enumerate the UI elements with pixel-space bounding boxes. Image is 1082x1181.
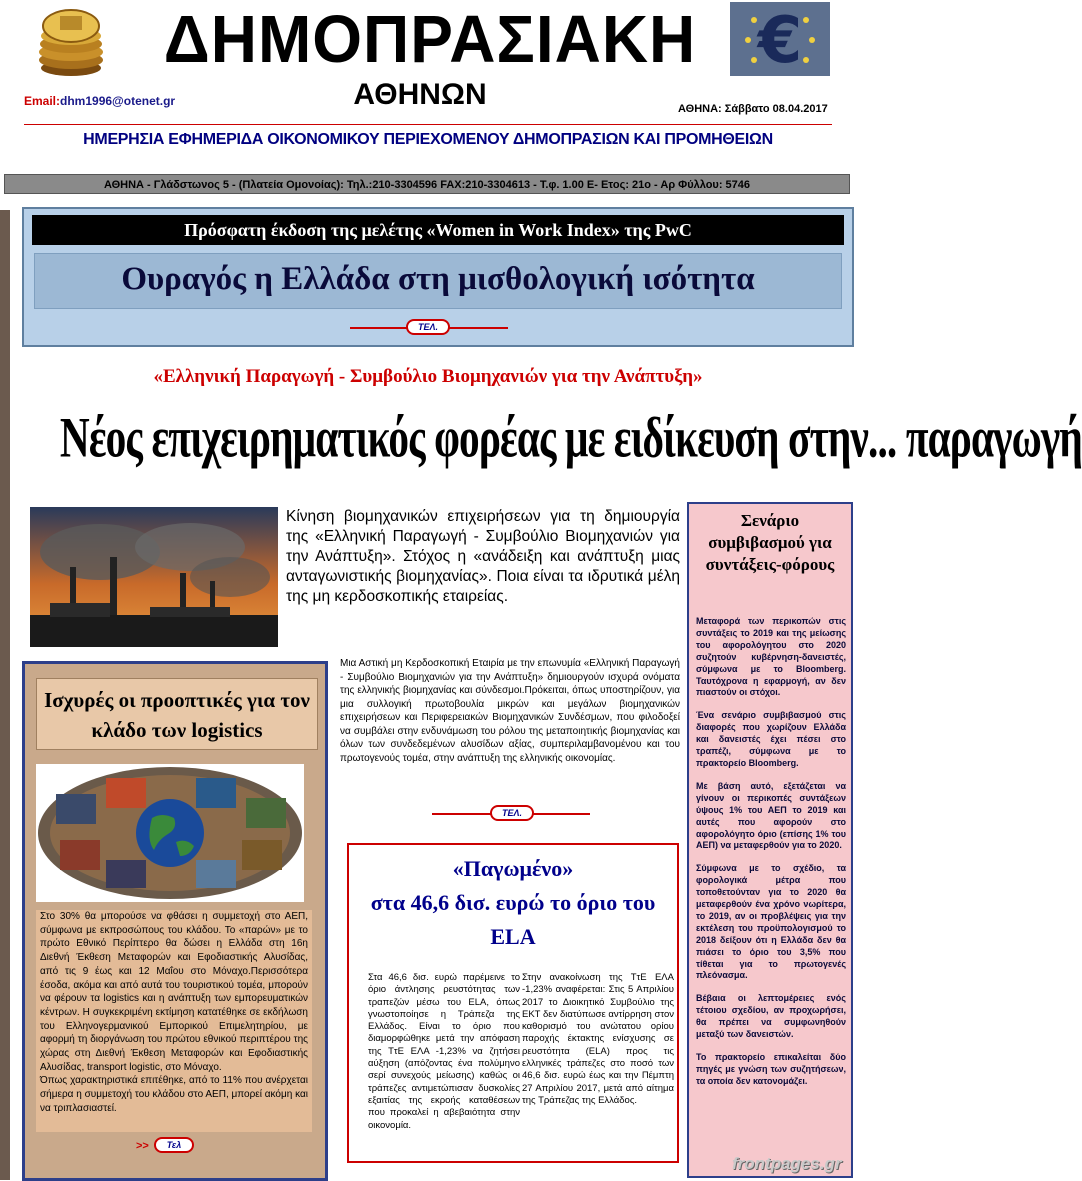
main-story-kicker: «Ελληνική Παραγωγή - Συμβούλιο Βιομηχανιών για την Ανάπτυξη» [153,366,703,387]
logistics-arrow: >> [136,1140,149,1152]
sidebar-paragraph: Το πρακτορείο επικαλείται δύο πηγές με γνώση των συζητήσεων, τα οποία δεν κατονομάζει. [696,1052,846,1086]
masthead-city: ΑΘΗΝΩΝ [353,78,487,111]
email[interactable] [24,94,175,108]
logistics-body [36,910,312,1132]
sidebar-paragraph: Μεταφορά των περικοπών στις συντάξεις το 2019 και της μείωσης του αφορολόγητου στο 2020 συζητούν κυβέρνηση-δανειστές, σύμφωνα με το Bloomberg. Ταυτόχρονα η εφαρμογή, αν δεν πιαστούν οι στόχοι. [696,616,846,698]
left-border [0,210,10,1180]
sidebar-paragraph: Σύμφωνα με το σχέδιο, τα φορολογικά μέτρα που τοποθετούνταν για το 2020 θα μεταφερθούν ένα χρόνο νωρίτερα, το 2019, αν οι προβλέψεις για την εκτέλεση του προϋπολογισμού το 2018 δείξουν ότι η Ελλάδα δεν θα πιάσει το όριο του 3,5% που τίθεται για το πρωτογενές πλεόνασμα. [696,863,846,981]
main-story-end-marker: ΤΕΛ. [490,805,534,821]
top-story-kicker: Πρόσφατη έκδοση της μελέτης «Women in Work Index» της PwC [32,215,844,245]
info-bar: ΑΘΗΝΑ - Γλάδστωνος 5 - (Πλατεία Ομονοίας): Τηλ.:210-3304596 FAX:210-3304613 - Τ.φ. 1.00 Ε- Ετος: 21ο - Αρ Φύλλου: 5746 [4,174,850,194]
sidebar-headline[interactable]: Σενάριο συμβιβασμού για συντάξεις-φόρους [705,511,835,574]
coins-logo [30,2,112,78]
sidebar-paragraph: Ένα σενάριο συμβιβασμού στις διαφορές που χωρίζουν Ελλάδα και δανειστές έχει πέσει στο τραπέζι, σύμφωνα με το πρακτορείο Bloomberg. [696,710,846,768]
main-story-lead: Κίνηση βιομηχανικών επιχειρήσεων για τη δημιουργία της «Ελληνική Παραγωγή - Συμβούλιο Βιομηχανιών για την Ανάπτυξη». Στόχος η «ανάδειξη και ανάπτυξη μιας ανταγωνιστικής βιομηχανίας». Ποια είναι τα ιδρυτικά μέλη της μη κερδοσκοπικής εταιρείας. [286,508,680,605]
ela-headline[interactable] [354,852,672,954]
ela-column-1: Στα 46,6 δισ. ευρώ παρέμεινε το όριο άντλησης ρευστότητας των τραπεζών μέσω του ELA, όπως γνωστοποίησε η Τράπεζα της Ελλάδος. Είναι το όριο που διαμορφώθηκε μετά την απόφαση της ΤτΕ ΕΛΑ -1,23% να ζητήσει αύξηση (απόζοντας ένα πολύμηνο σερί συνεχούς μείωσης) καθώς οι τράπεζες αντιμετώπισαν δυσκολίες εξαιτίας της εκροής καταθέσεων που προκαλεί η αβεβαιότητα στην οικονομία. [368,972,520,1131]
masthead-title: ΔΗΜΟΠΡΑΣΙΑΚΗ [163,1,697,77]
header-divider [24,124,832,125]
watermark: frontpages.gr [732,1154,842,1173]
ela-headline-line2: στα 46,6 δισ. ευρώ το όριο του ELA [370,890,656,949]
svg-text:€: € [757,4,803,78]
sidebar-paragraph: Βέβαια οι λεπτομέρειες ενός τέτοιου σχεδίου, αν προχωρήσει, θα πρέπει να συμφωνηθούν μεταξύ των δανειστών. [696,993,846,1040]
main-story-body: Μια Αστική μη Κερδοσκοπική Εταιρία με την επωνυμία «Ελληνική Παραγωγή - Συμβούλιο Βιομηχανιών για την Ανάπτυξη» δημιουργούν ισχυρά ονόματα της ελληνικής βιομηχανίας και σύνδεσμοι.Πρόκειται, όπως υποστηρίζουν, για μια συλλογική πρωτοβουλία μικρών και μεγάλων βιομηχανικών επιχειρήσεων και Περιφερειακών Βιομηχανικών Συνδέσμων, που φιλοδοξεί να συμβάλει στην ενδυνάμωση του ρόλου της μεταποιητικής βιομηχανίας και όλων των συνδεδεμένων αλυσίδων αξίας, συμπεριλαμβανομένου και του πρωτογενούς τομέα, στην ανάπτυξη της ελληνικής οικονομίας. [340,658,680,764]
sidebar-body [696,616,846,1099]
logistics-end-marker[interactable]: Τελ [154,1137,194,1153]
masthead-subtitle: ΗΜΕΡΗΣΙΑ ΕΦΗΜΕΡΙΔΑ ΟΙΚΟΝΟΜΙΚΟΥ ΠΕΡΙΕΧΟΜΕΝΟΥ ΔΗΜΟΠΡΑΣΙΩΝ ΚΑΙ ΠΡΟΜΗΘΕΙΩΝ [83,131,773,148]
email-label: Email: [24,94,61,108]
ela-headline-line1: «Παγωμένο» [452,856,574,881]
logistics-body-p2: Όπως χαρακτηριστικά επιτέθηκε, από το 11% που ανέρχεται σήμερα η συμμετοχή του κλάδου στο ΑΕΠ, μπορεί ακόμη και να τριπλασιαστεί. [40,1075,308,1114]
logistics-body-p1: Στο 30% θα μπορούσε να φθάσει η συμμετοχή στο ΑΕΠ, σύμφωνα με εκπροσώπους του κλάδου. Το «παρών» με το πρώτο Εθνικό Περίπτερο θα δώσει η Ελλάδα στη 16η Διεθνή Έκθεση Μεταφορών και Εφοδιαστικής Αλυσίδας, από τις 9 έως και 12 Μαΐου στο Μόναχο.Περισσότερα έσοδα, ακόμα και από αυτά του τουριστικού τομέα, μπορούν να φέρουν τα logistics και η ανάπτυξη των εμπορευματικών κέντρων. Η συγκεκριμένη εκτίμηση κατατέθηκε σε εκδήλωση του Ελληνογερμανικού Εμπορικού Επιμελητηρίου, με αφορμή τη διοργάνωση του πρώτου εθνικού περιπτέρου της χώρας στη Διεθνή Έκθεση Μεταφορών και Εφοδιαστικής Αλυσίδας, transport logistic, στο Μόναχο. [40,911,308,1073]
issue-date: ΑΘΗΝΑ: Σάββατο 08.04.2017 [678,103,828,115]
factory-photo [30,507,278,647]
sidebar-paragraph: Με βάση αυτό, εξετάζεται να γίνουν οι περικοπές συντάξεων ύψους 1% του ΑΕΠ το 2019 και αυτές που αφορούν στο αφορολόγητο όριο (επίσης 1% του ΑΕΠ) να μεταφερθούν για το 2020. [696,780,846,851]
top-story-headline[interactable]: Ουραγός η Ελλάδα στη μισθολογική ισότητα [121,261,755,297]
email-address[interactable]: dhm1996@otenet.gr [60,94,176,108]
main-story-headline[interactable]: Νέος επιχειρηματικός φορέας με ειδίκευση στην... παραγωγή [59,406,1082,470]
ela-column-2: Στην ανακοίνωση της ΤτΕ ΕΛΑ -1,23% αναφέρεται: Στις 5 Απριλίου 2017 το Διοικητικό Συμβούλιο της ΕΚΤ δεν διατύπωσε αντίρρηση στον καθορισμό του ανώτατου ορίου παροχής έκτακτης ενίσχυσης σε ρευστότητα (ELA) προς τις ελληνικές τράπεζες στο ποσό των 46,6 δισ. ευρώ έως και την Πέμπτη 27 Απριλίου 2017, μετά από αίτημα της Τράπεζας της Ελλάδος. [522,972,674,1106]
euro-logo [730,2,830,76]
logistics-headline[interactable]: Ισχυρές οι προοπτικές για τον κλάδο των logistics [36,678,318,750]
top-story-end-marker: ΤΕΛ. [406,319,450,335]
logistics-globe-image [36,764,304,902]
